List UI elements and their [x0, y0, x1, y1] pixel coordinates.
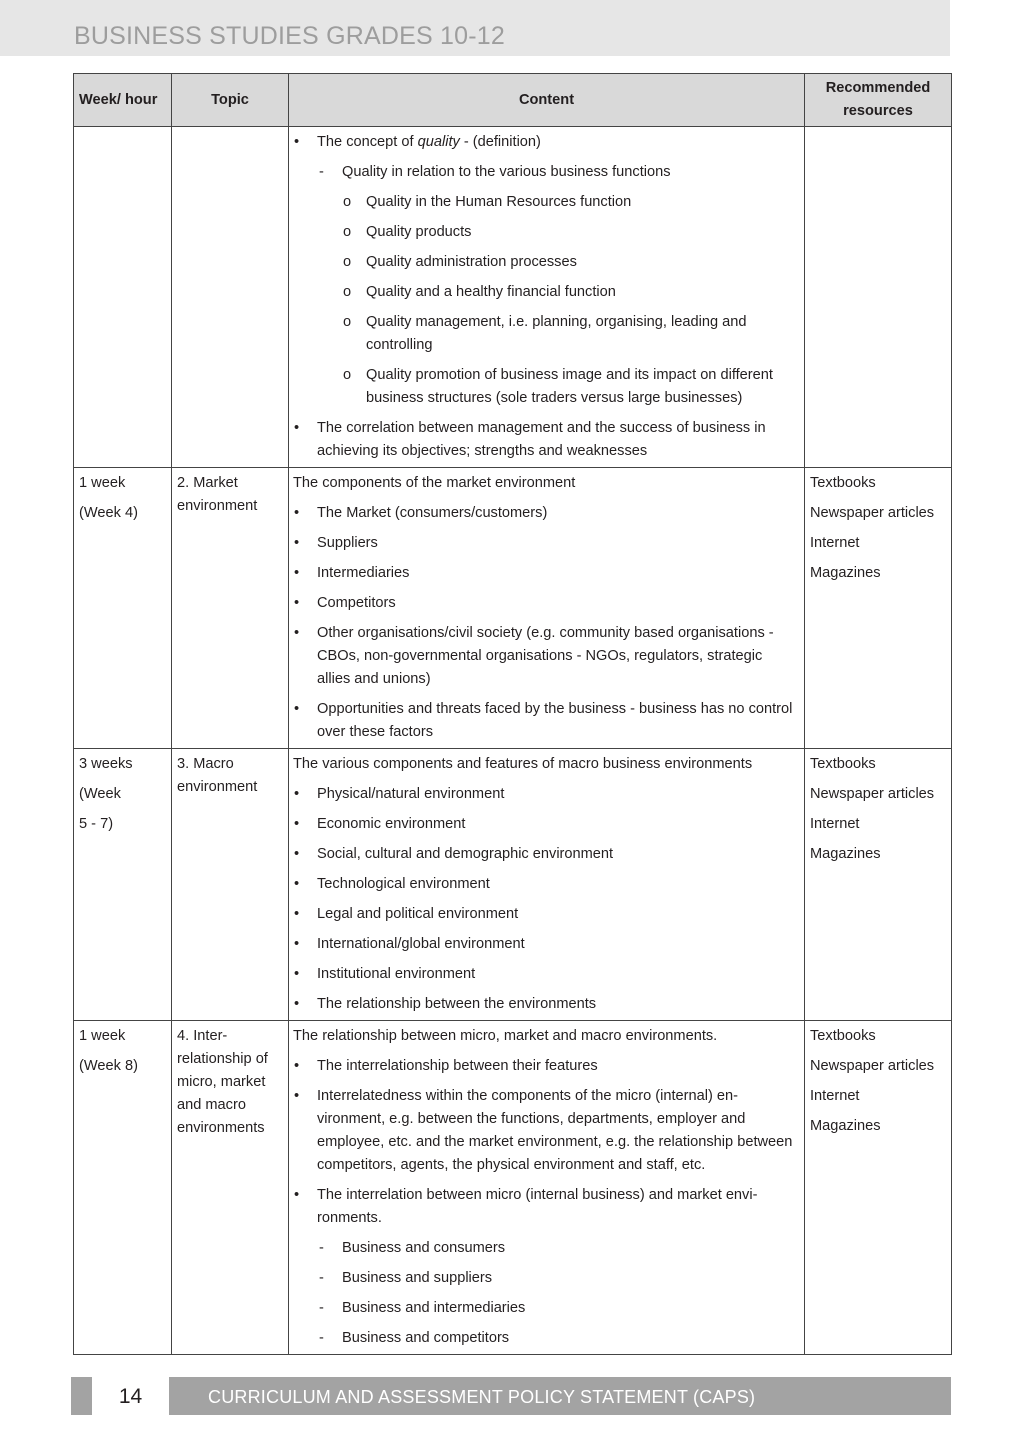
list-item: o Quality management, i.e. planning, organising, leading and controlling [293, 311, 799, 357]
resource-item: Internet [810, 1088, 860, 1104]
list-item: o Quality promotion of business image and its impact on different business structures (sole traders versus large businesses) [293, 364, 799, 410]
list-item: • The correlation between management and the success of business in achieving its objectives; strengths and weaknesses [293, 417, 799, 463]
list-item: • Institutional environment [293, 963, 799, 986]
bullet-marker: • [294, 505, 300, 521]
cell-content [289, 1021, 805, 1355]
dash-marker: - [319, 1300, 324, 1316]
resource-item: Magazines [810, 846, 881, 862]
content-intro: The various components and features of macro business environments [293, 756, 753, 772]
circle-marker: o [343, 284, 352, 300]
bullet-marker: • [294, 1088, 300, 1104]
bullet-marker: • [294, 936, 300, 952]
list-item: o Quality products [293, 221, 799, 244]
resource-item: Newspaper articles [810, 505, 935, 521]
circle-marker: o [343, 254, 352, 270]
list-item: - Quality in relation to the various business functions [293, 161, 799, 184]
cell-week [74, 127, 172, 468]
bullet-marker: • [294, 625, 300, 641]
resource-item: Newspaper articles [810, 786, 935, 802]
table-row [74, 127, 952, 468]
cell-content [289, 127, 805, 468]
cell-week: 3 weeks (Week 5 - 7) [74, 749, 172, 1021]
list-item: - Business and intermediaries [293, 1297, 799, 1320]
bullet-marker: • [294, 846, 300, 862]
table-row [74, 749, 952, 1021]
cell-topic [172, 127, 289, 468]
cell-resources [805, 127, 952, 468]
bullet-marker: • [294, 1058, 300, 1074]
list-item: • The interrelation between micro (internal business) and market envi-ronments. [293, 1184, 799, 1230]
bullet-marker: • [294, 996, 300, 1012]
content-intro: The relationship between micro, market and macro environments. [293, 1028, 718, 1044]
cell-week: 1 week (Week 4) [74, 468, 172, 749]
list-item: o Quality in the Human Resources function [293, 191, 799, 214]
bullet-marker: • [294, 1187, 300, 1203]
list-item: • Opportunities and threats faced by the business - business has no control over these factors [293, 698, 799, 744]
bullet-marker: • [294, 134, 300, 150]
column-header-resources: Recommended resources [805, 74, 952, 127]
cell-resources [805, 468, 952, 749]
resource-item: Textbooks [810, 1028, 876, 1044]
list-item: • Intermediaries [293, 562, 799, 585]
list-item: o Quality administration processes [293, 251, 799, 274]
resource-item: Magazines [810, 1118, 881, 1134]
list-item: • The Market (consumers/customers) [293, 502, 799, 525]
circle-marker: o [343, 194, 352, 210]
list-item: • Suppliers [293, 532, 799, 555]
cell-content [289, 468, 805, 749]
list-item: • Competitors [293, 592, 799, 615]
bullet-marker: • [294, 565, 300, 581]
resource-item: Internet [810, 535, 860, 551]
resource-item: Internet [810, 816, 860, 832]
dash-marker: - [319, 1330, 324, 1346]
bullet-marker: • [294, 906, 300, 922]
cell-topic: 4. Inter-relationship of micro, market and macro environments [172, 1021, 289, 1355]
bullet-marker: • [294, 420, 300, 436]
list-item: • Technological environment [293, 873, 799, 896]
resource-item: Textbooks [810, 475, 876, 491]
page-number: 14 [92, 1377, 169, 1415]
resource-item: Newspaper articles [810, 1058, 935, 1074]
column-header-content: Content [289, 74, 805, 127]
bullet-marker: • [294, 701, 300, 717]
column-header-week: Week/ hour [74, 74, 172, 127]
bullet-marker: • [294, 816, 300, 832]
list-item: • Economic environment [293, 813, 799, 836]
page-header-title: BUSINESS STUDIES GRADES 10-12 [74, 22, 505, 50]
circle-marker: o [343, 224, 352, 240]
cell-week: 1 week (Week 8) [74, 1021, 172, 1355]
footer-title: CURRICULUM AND ASSESSMENT POLICY STATEMENT (CAPS) [208, 1387, 756, 1407]
cell-topic: 2. Market environment [172, 468, 289, 749]
list-item: - Business and suppliers [293, 1267, 799, 1290]
list-item: • Social, cultural and demographic environment [293, 843, 799, 866]
bullet-marker: • [294, 876, 300, 892]
dash-marker: - [319, 1270, 324, 1286]
circle-marker: o [343, 367, 352, 383]
list-item: • Other organisations/civil society (e.g. community based organisations - CBOs, non-governmental organisations - NGOs, regulators, strategic allies and unions) [293, 622, 799, 691]
list-item: • International/global environment [293, 933, 799, 956]
table-header-row [74, 74, 952, 127]
list-item: - Business and competitors [293, 1327, 799, 1350]
content-intro: The components of the market environment [293, 475, 576, 491]
list-item: • The relationship between the environments [293, 993, 799, 1016]
list-item: • The concept of quality - (definition) [293, 131, 799, 154]
dash-marker: - [319, 1240, 324, 1256]
bullet-marker: • [294, 535, 300, 551]
bullet-marker: • [294, 786, 300, 802]
bullet-marker: • [294, 966, 300, 982]
column-header-topic: Topic [172, 74, 289, 127]
bullet-marker: • [294, 595, 300, 611]
table-row [74, 468, 952, 749]
cell-content [289, 749, 805, 1021]
curriculum-table [73, 73, 952, 1355]
table-row [74, 1021, 952, 1355]
list-item: • Interrelatedness within the components of the micro (internal) en-vironment, e.g. between the functions, departments, employer and employee, etc. and the market environment, e.g. the relationship between competitors, agents, the physical environment and staff, etc. [293, 1085, 799, 1177]
resource-item: Magazines [810, 565, 881, 581]
list-item: - Business and consumers [293, 1237, 799, 1260]
list-item: • The interrelationship between their features [293, 1055, 799, 1078]
dash-marker: - [319, 164, 324, 180]
list-item: • Legal and political environment [293, 903, 799, 926]
resource-item: Textbooks [810, 756, 876, 772]
list-item: • Physical/natural environment [293, 783, 799, 806]
cell-resources [805, 749, 952, 1021]
cell-topic: 3. Macro environment [172, 749, 289, 1021]
circle-marker: o [343, 314, 352, 330]
list-item: o Quality and a healthy financial function [293, 281, 799, 304]
cell-resources [805, 1021, 952, 1355]
